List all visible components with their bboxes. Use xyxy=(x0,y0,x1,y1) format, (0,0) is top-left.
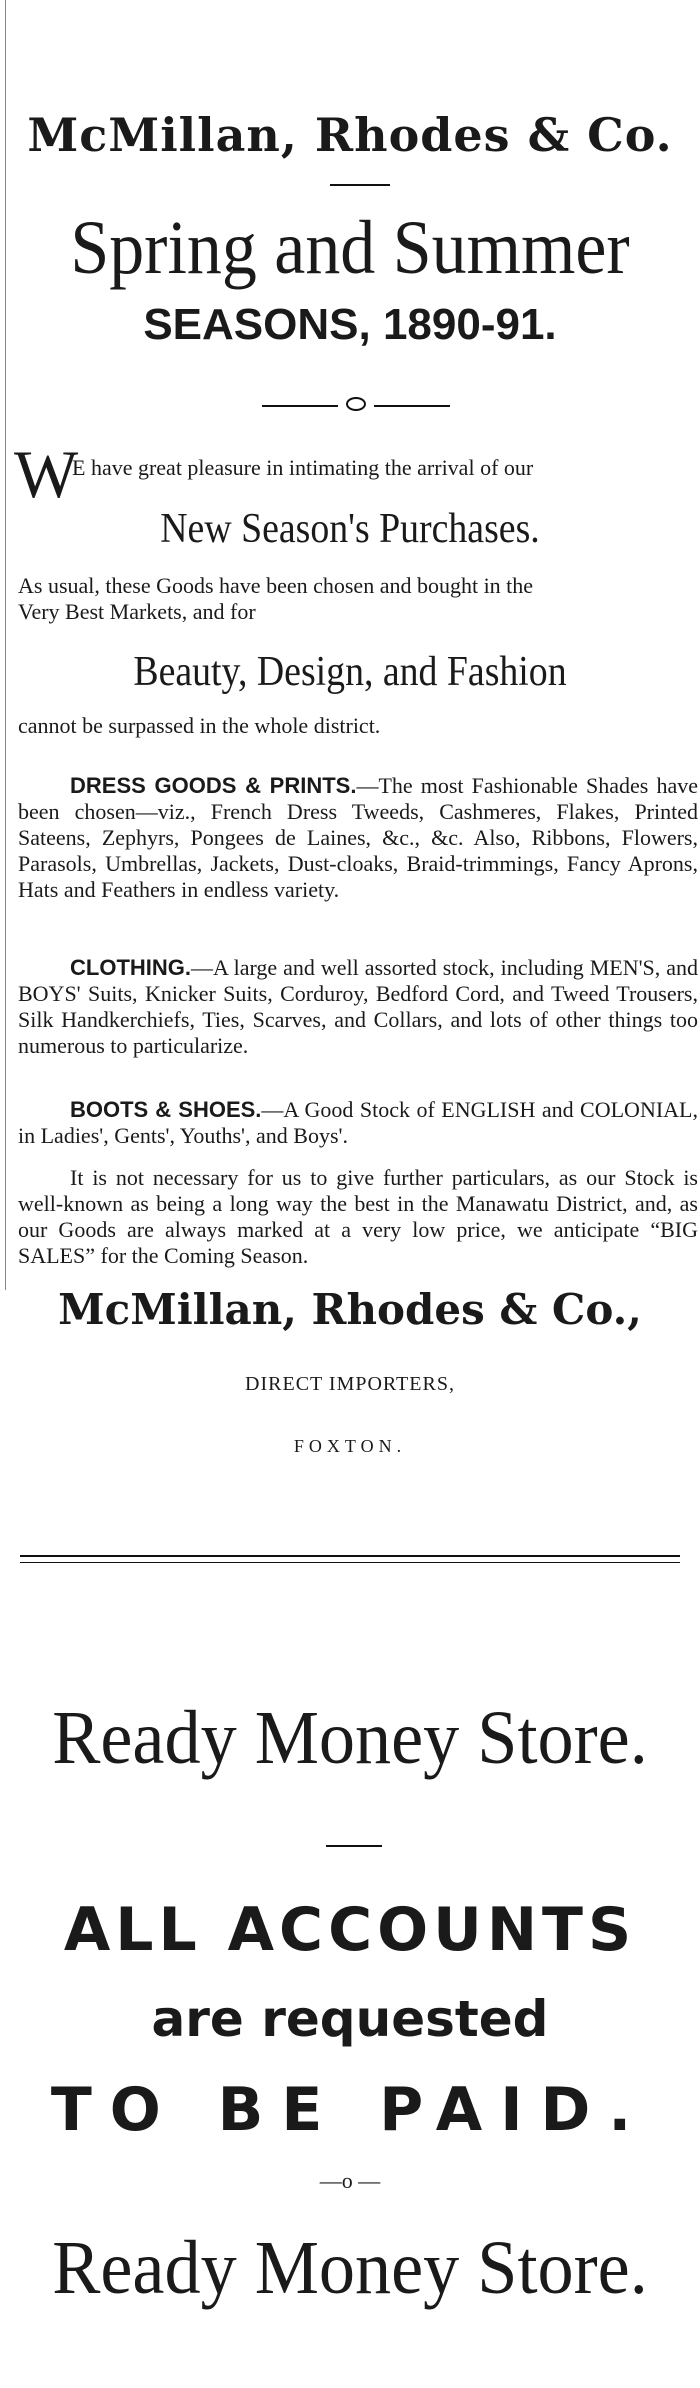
requested-line: are requested xyxy=(151,1990,549,2048)
o-ornament: —o — xyxy=(319,2168,381,2193)
section-heading: CLOTHING. xyxy=(70,955,191,980)
section-dress-goods xyxy=(18,773,698,903)
advert-separator-thin xyxy=(20,1562,680,1563)
section-body: —A large and well assorted stock, including MEN'S, and BOYS' Suits, Knicker Suits, Corduroy, Bedford Cord, and Tweed Trousers, Silk Handkerchiefs, Ties, Scarves, and Collars, and lots of other things too numerous to particularize. xyxy=(18,955,698,1058)
column-rule xyxy=(5,0,6,1290)
section-heading: DRESS GOODS & PRINTS. xyxy=(70,773,357,798)
seasons-heading: SEASONS, 1890-91. xyxy=(143,300,557,349)
section-body: —The most Fashionable Shades have been chosen—viz., French Dress Tweeds, Cashmeres, Flakes, Printed Sateens, Zephyrs, Pongees de Laines, &c., &c. Also, Ribbons, Flowers, Parasols, Umbrellas, Jackets, Dust-cloaks, Braid-trimmings, Fancy Aprons, Hats and Feathers in endless variety. xyxy=(18,773,698,902)
store-name-bottom: Ready Money Store. xyxy=(52,2226,648,2310)
to-be-paid-line: TO BE PAID. xyxy=(50,2075,650,2145)
intro-line-2b: Very Best Markets, and for xyxy=(18,599,256,624)
short-divider xyxy=(330,184,390,186)
subhead-new-season: New Season's Purchases. xyxy=(160,506,540,552)
section-boots-shoes xyxy=(18,1097,698,1149)
subhead-beauty: Beauty, Design, and Fashion xyxy=(133,649,567,695)
ornament-divider xyxy=(262,397,452,413)
intro-line-3: cannot be surpassed in the whole district. xyxy=(18,713,381,738)
drop-cap: W xyxy=(14,436,79,512)
town-line: FOXTON. xyxy=(293,1436,407,1456)
closing-paragraph: It is not necessary for us to give further particulars, as our Stock is well-known as being a long way the best in the Manawatu District, and, as our Goods are always marked at a very low price, we anticipate “BIG SALES” for the Coming Season. xyxy=(18,1165,698,1268)
accounts-line: ALL ACCOUNTS xyxy=(63,1895,637,1965)
store-name-top: Ready Money Store. xyxy=(52,1696,648,1780)
intro-paragraph xyxy=(18,573,698,625)
short-divider xyxy=(326,1845,382,1847)
advert-separator xyxy=(20,1555,680,1557)
importers-line: DIRECT IMPORTERS, xyxy=(245,1373,455,1395)
section-clothing xyxy=(18,955,698,1059)
section-heading: BOOTS & SHOES. xyxy=(70,1097,262,1122)
firm-title: McMillan, Rhodes & Co. xyxy=(27,108,673,162)
section-body: —A Good Stock of ENGLISH and COLONIAL, in Ladies', Gents', Youths', and Boys'. xyxy=(18,1097,698,1148)
intro-line: E have great pleasure in intimating the arrival of our xyxy=(72,455,534,480)
intro-line-2a: As usual, these Goods have been chosen and bought in the xyxy=(18,573,534,598)
headline: Spring and Summer xyxy=(70,206,630,290)
firm-signature: McMillan, Rhodes & Co., xyxy=(58,1285,642,1334)
